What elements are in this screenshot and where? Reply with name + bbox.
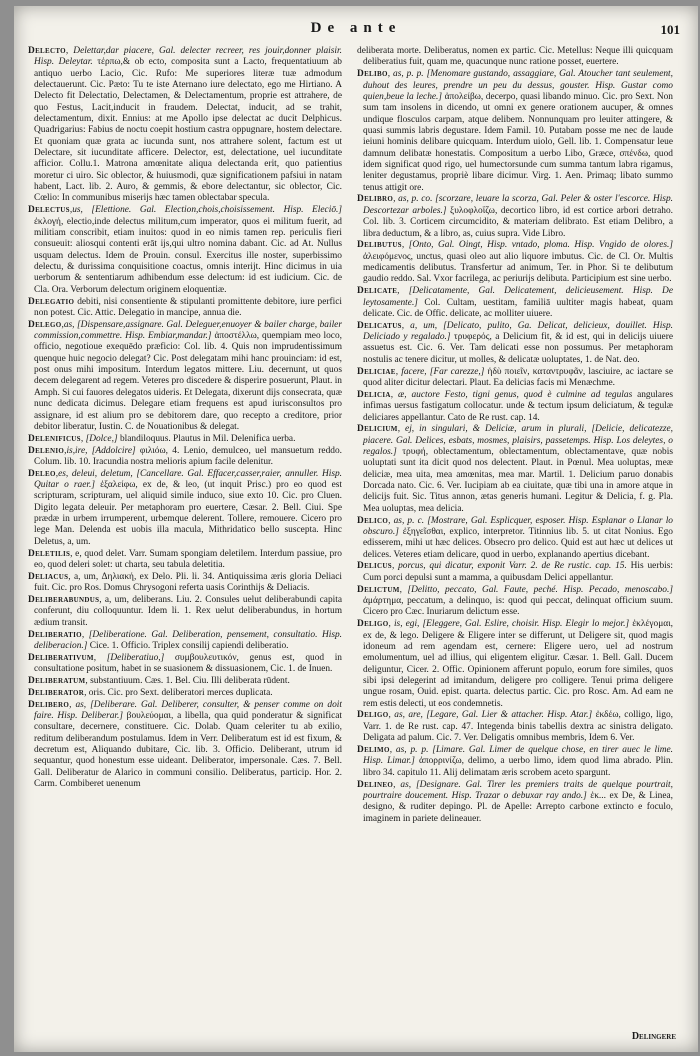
- entry-text: , a, um, Δηλιακή, ex Delo. Pli. li. 34. Antiquissima æris gloria Deliaci fuit. Cic. pro Ros. Domus Chrysogoni referta uasis Corinthijs & Deliacis.: [34, 571, 342, 594]
- entry-text: βουλεύομαι, a libella, qua quid ponderatur & significat consultare, decernere, constituere. Cic. Dolab. Quam celeriter tu ab exilio, reditum deliberandum postulamus. Idem in Verr. Deliberatum est id est fixum, & decretum est, Aliquando dubitare, Cic. lib. 3. Officio. Deliberant, utrum id sequantur, quod honestum esse uideant. Deliberator, impersonale. Cæs. 7. Bell. Gall. Deliberatur de Alarico in communi consilio. Deliberatus, particip. Hor. 2. Carm. Combiberet uenenum: [34, 710, 342, 789]
- dictionary-entry: [357, 367, 673, 390]
- entry-text: ἡδὺ ποιεῖν, καταντρυφᾶν, lasciuire, ac iactare se quod aliter dicitur delectari. Plaut. Ea delicias facis mi Menæchme.: [363, 366, 673, 388]
- entry-gloss: , ej, in singulari, & Deliciæ, arum in plurali, [Delicie, delicatezze, piacere. Gal. Delices, esbats, mosmes, plaisirs, passetemps. Hisp. Los deleytes, o regalos.]: [363, 424, 673, 458]
- entry-headword: Deligo: [357, 619, 389, 630]
- entry-gloss: , [Deliberatiuo,]: [93, 652, 165, 663]
- entry-text: Cice. 1. Officio. Triplex consilij capiendi deliberatio.: [87, 640, 289, 651]
- dictionary-entry: [28, 205, 342, 296]
- dictionary-entry: [28, 446, 342, 469]
- entry-headword: Delineo: [357, 779, 394, 790]
- entry-headword: Delicate: [357, 286, 398, 297]
- entry-gloss: , Delettar,dar piacere, Gal. delecter recreer, res jouir,donner plaisir. Hisp. Deleytar.: [34, 46, 342, 68]
- dictionary-entry: [357, 69, 673, 194]
- entry-text: ξυλοφλοΐζω, decortico libro, id est cortice arbori detraho. Col. lib. 3. Corticem circumcidito, & materiam delibrato. Est etiam Delibro, a libra deductum, & a libro, as, cuius supra. Vide Libro.: [363, 205, 673, 239]
- dictionary-entry: [357, 585, 673, 619]
- dictionary-entry: [357, 390, 673, 424]
- entry-text: συμβουλευτικόν, genus est, quod in consultatione positum, habet in se suasionem & dissuasionem, Cic. 1. de Inuen.: [34, 652, 342, 675]
- dictionary-entry: [28, 595, 342, 629]
- entry-text: Col. Cultam, uestitam, familiā uultiter magis habeat, quam delicate. Cic. de Offic. delicate, ac molliter uiuere.: [363, 297, 673, 319]
- entry-headword: Delectus: [28, 205, 70, 216]
- entry-headword: Delictum: [357, 584, 400, 595]
- entry-text: ἀλειφόμενος, unctus, quasi oleo aut alio liquore imbutus. Cic. de Cl. Or. Multis medicamentis delibutus. Transfertur ad animum, Ter. in Phor. Si te delibutum gaudio reddo. Sal. Vxor facrilega, ac periurijs delibuta. Participium est sine uerbo.: [363, 251, 673, 285]
- entry-gloss: , is, egi, [Eleggere, Gal. Eslire, choisir. Hisp. Elegir lo mejor.]: [388, 619, 630, 630]
- entry-headword: Delecto: [28, 46, 66, 56]
- entry-text: , substantiuum. Cæs. 1. Bel. Ciu. Illi deliberata rūdent.: [85, 675, 290, 686]
- page-header: [14, 20, 698, 46]
- entry-text: φιλιόω, 4. Lenio, demulceo, uel mansuetum reddo. Colum. lib. 10. Iracundia nostra melioris apium facile delenitur.: [34, 445, 342, 467]
- entry-headword: Delibero: [28, 699, 70, 710]
- entry-text: ἐξαλείφω, ex de, & leo, (ut inquit Prisc.) pro eo quod est scripturam, scripturam, uel aliquid simile induco, siue exto 10. Cic. pro Cluen. Digito legata deleuir. Per metaphoram pro euertere, Cæsar. 2. Bell. Ciui. Spe prædæ in urbem irrumperent, urbemque delerent. Tollere, remouere. Cicero pro lege Man. Delenda est uobis illa macula, Mithridatico bello suscepta. Hinc Deletus, a, um.: [34, 480, 342, 547]
- entry-headword: Deliacus: [28, 571, 69, 582]
- entry-gloss: , [Delicatamente, Gal. Delicatement, delicieusement. Hisp. De leytosamente.]: [363, 286, 673, 308]
- entry-headword: Delicium: [357, 424, 398, 435]
- entry-headword: Deliberabundus: [28, 595, 100, 605]
- entry-text: , a, um, deliberans. Liu. 2. Consules uelut deliberabundi capita conferunt, diu colloquuntur. Idem li. 1. Rex uelut deliberabundus, in hortum ædium transit.: [34, 595, 342, 628]
- entry-headword: Delibutus: [357, 240, 402, 251]
- entry-headword: Deliberatum: [28, 675, 86, 686]
- page-number: 101: [660, 22, 680, 37]
- dictionary-entry: [357, 710, 673, 744]
- dictionary-entry: [28, 700, 342, 791]
- entry-headword: Delicus: [357, 561, 392, 572]
- left-column: [28, 46, 342, 1046]
- dictionary-entry: [28, 469, 342, 548]
- entry-gloss: , as, are, [Legare, Gal. Lier & attacher. Hisp. Atar.]: [388, 710, 593, 721]
- dictionary-entry: [28, 549, 342, 572]
- dictionary-entry: [357, 46, 673, 69]
- entry-gloss: ,us, [Elettione. Gal. Election,chois,choisissement. Hisp. Eleciō.]: [69, 205, 342, 216]
- dictionary-entry: [28, 676, 342, 687]
- entry-headword: Deliberativum: [28, 652, 94, 663]
- dictionary-entry: [28, 434, 342, 445]
- entry-headword: Delimo: [357, 744, 390, 755]
- entry-text: τρυφερός, a Delicium fit, & id est, qui in delicijs uiuere assuetus est. Cic. 6. Ver. Tam delicati esse non possumus. Per metaphoram nostulis ac tenere dicitur, ut molles, & delicatæ uoluptates, 1. de Nat. deo.: [363, 332, 673, 365]
- dictionary-entry: [357, 321, 673, 366]
- entry-gloss: ,es, deleui, deletum, [Cancellare. Gal. Effacer,casser,raier, annuller. Hisp. Quitar o raer.]: [34, 468, 342, 491]
- dictionary-entry: [357, 780, 673, 825]
- entry-headword: Deliberatio: [28, 629, 82, 640]
- entry-text: ἐκδέω, colligo, ligo, Varr. 1. de Re rust. cap. 47. Integenda binis tabellis dextra ac sinistra deligato. Deligata ad palum. Cic. 7. Ver. Deligatis omnibus membris, Idem 6. Ver.: [363, 710, 673, 744]
- entry-text: blandiloquus. Plautus in Mil. Delenifica uerba.: [117, 433, 296, 444]
- dictionary-entry: [28, 630, 342, 653]
- entry-gloss: , [Dolce,]: [80, 433, 118, 444]
- entry-text: ἐκλέγομαι, ex de, & lego. Deligere & Eligere inter se differunt, ut Deligere sit, quod magis idoneum ad rem agendam est, cernere: Eligere uero, uel ad nostrum emolumentum, uel ad illius, qui eligentem eligitur. Cæsar. 1. Bell. Gall. Ducem deliguntur, Cicer. 2. Offic. Opinionem afferunt populo, eorum fore similes, quos sibi ipsi delegerint ad imitandum, deligere pro colligere. Tenui prima deligere ungue rosam, Ouid. epist. quarta. delectus partic. Cic. pro Rosc. Am. Ad eam ne rem estis delecti, ut eos condemnetis.: [363, 619, 673, 709]
- entry-headword: Delicatus: [357, 320, 402, 331]
- entry-headword: Delenio: [28, 445, 65, 456]
- dictionary-entry: [28, 320, 342, 433]
- entry-headword: Deligo: [357, 710, 389, 721]
- entry-text: ἐξηγεῖσθαι, explico, interpretor. Titinnius lib. 5. ut citat Nonius. Ego edisserem, mihi ut hæc delices. Obsecro pro delico. Quid est aut hæc ut delices ut delices. Veteres etiam delicare, quod in uerbo, explanando apertius dicebant.: [363, 526, 673, 560]
- entry-gloss: , [Deliberatione. Gal. Deliberation, pensement, consultatio. Hisp. deliberacion.]: [34, 629, 342, 651]
- entry-text: τέρπω,& ob ecto, composita sunt a Lacto, frequentatiuum ab antiquo uerbo Lacio, Cic. Rufo: Me superiores literæ tuæ admodum delectauerunt. Cic. Pæto: Tu te iste Aternano iure delectato, ego me Hirtiano. A Delecto fit Delectatio, Delectamen, & Delectamentum, proprie est attrahere, de quo Festus, Lacit,inducit in fraudem. Delectat, inducit, ad se trahit, delectamentum, dixit. Ennius: at me Apollo ipse delectat ac ducit Delphicus. Quadrigarius: Fabius de noctu coepit hostium castra oppugnare, hostem delectare. Et quoniam quæ grata ac iucunda sunt, nos attrahere solent, factum est ut Delectare, sit iucunditate afficere. Delector, est, delectatione, uel iucunditate afficior. Collu.1. Matrona amœnitate aliqua delectanda erit, quo patientius moretur ci uiro. Sic oblector, & huiusmodi, quæ significationem pafsiui in natam habent, Lact. lib. 2. Auro, & gemmis, & ebore delectantur, sic oblector, Cic. Cœlio: In communibus miserijs hæc tamen oblectabar specula.: [34, 57, 342, 204]
- entry-text: , oris. Cic. pro Sext. deliberatori merces duplicata.: [84, 687, 273, 698]
- entry-text: ἀπολείβω, decerpo, quasi libando minuo. Cic. pro Sext. Non sum tam insolens in dicendo, ut omni ex genere orationem aucuper, & omnes undique flosculos carpam, atque delibem. Nonnunquam pro leuiter attingere, & quasi summis labris degustare. Idem Famil. 10. Putabam posse me nec de laude ieiuni hominis delibare quicquam. Interdum uiolo, Gell. lib. 1. Compensatur leue damnum delibatæ honestatis. Compositum a uerbo Libo, Græce, σπένδω, quod idem significat quod rigo, uel humectorsunde cum summa tantum labra rigamus, leniter degustamus, propriè libare dicimur. Virg. 1. Aen. Primaq; libato summo tenus attigit ore.: [363, 91, 673, 193]
- dictionary-entry: [28, 688, 342, 699]
- entry-text: , e, quod delet. Varr. Sumam spongiam deletilem. Interdum passiue, pro eo, quod deleri solet: ut charta, seu tabula deletitia.: [34, 548, 342, 570]
- dictionary-entry: [28, 46, 342, 205]
- entry-text: deliberata morte. Deliberatus, nomen ex partic. Cic. Metellus: Neque illi quicquam deliberatius fuit, quam me, quacunque nunc ratione posset, euertere.: [357, 46, 673, 68]
- entry-gloss: , as, p. p. [Menomare gustando, assaggiare, Gal. Atoucher tant seulement, duhout des leures, prendre un peu du dessus, gouster. Hisp. Gustar como quien,beue la leche.]: [363, 69, 673, 102]
- entry-gloss: ,is,ire, [Addolcire]: [64, 445, 136, 456]
- entry-headword: Deleo: [28, 468, 56, 479]
- entry-headword: Delenificus: [28, 433, 81, 444]
- dictionary-entry: [357, 516, 673, 561]
- entry-headword: Delico: [357, 515, 389, 526]
- dictionary-entry: [357, 619, 673, 710]
- entry-headword: Delibo: [357, 69, 388, 80]
- entry-gloss: , as, p. co. [scorzare, leuare la scorza, Gal. Peler & oster l'escorce. Hisp. Descortezar arboles.]: [363, 194, 673, 216]
- entry-text: ἐκ... ex De, & Linea, designo, & ruditer depingo. Pl. de Apelle: Arrepto carbone extincto e foculo, imaginem in pariete delineauer.: [363, 790, 673, 824]
- entry-headword: Delego: [28, 319, 62, 330]
- entry-text: angulares infimas uersus fastigatum collocatur. unde & tectum ipsum deliciatum, & tegulæ deliciares appellantur. Cato de Re rust. cap. 14.: [363, 389, 673, 423]
- entry-text: debiti, nisi consentiente & stipulanti promittente debitore, iure perfici non potest. Cic. Attic. Delegatio in mancipe, annua die.: [34, 296, 342, 318]
- entry-text: ἀπορρινίζω, delimo, a uerbo limo, idem quod lima abrado. Plin. libro 34. capitulo 11. Alij delimatam æris scrobem aceto spargunt.: [363, 756, 673, 778]
- dictionary-entry: [357, 286, 673, 320]
- entry-headword: Delibro: [357, 194, 394, 205]
- entry-gloss: , a, um, [Delicato, pulito, Ga. Delicat, delicieux, douillet. Hisp. Deliciado y regalado.]: [363, 320, 673, 343]
- entry-gloss: , as, p. p. [Limare. Gal. Limer de quelque chose, en tirer auec le lime. Hisp. Limar.]: [363, 744, 673, 767]
- entry-gloss: , [Delitto, peccato, Gal. Faute, peché. Hisp. Pecado, menoscabo.]: [399, 584, 673, 595]
- dictionary-entry: [357, 194, 673, 239]
- dictionary-entry: [357, 561, 673, 584]
- entry-headword: Deletilis: [28, 548, 71, 559]
- entry-text: τρυφή, oblectamentum, oblectamentum, oblectamentave, quæ nobis uoluptati sunt ita dicit quod nos delectent. Plaut. in Pœnul. Mea uoluptas, meæ deliciæ, mea uita, mea amœnitas, mea mar. Martil. 1. Delicium paruo donabis Dorcada nato. Cic. 6. Ver. Iucipiam ab ea ciuitate, quæ tibi una in amore atque in delicijs fuit. Sic. Titus annon, ætas generis humani. Legitur & Delicia, f. g. Pla. Mea uoluptas, mea delicia.: [363, 447, 673, 514]
- dictionary-entry: [357, 745, 673, 779]
- entry-text: ἁμάρτημα, peccatum, a delinquo, is: quod qui peccat, delinquat officium suum. Cicero pro Cæc. Inuriarum delictum esse.: [363, 596, 673, 618]
- dictionary-entry: [28, 653, 342, 676]
- entry-text: ἐκλογή, electio,inde delectus militum,cum imperator, quos ei militum fuerit, ad militiam conscribit, etiam inuitos: quod in eo nimis tamen rep. periculis fieri consueuit: aliosqui contenti erāt ijs,qui ultro nomina dabant. Cic. ad At. Nullus usquam delectus. Idem de Prouin. consul. Exercitus ille noster, superbissimo delectu, & durissima conquisitione coactus, omnis interijt. Hinc dicimus in uia uerborum & sententiarum adhibendum esse delectum: id est iudicium. Cic. de Cla. Ora. Verborum delectum originem eloquentiæ.: [34, 216, 342, 295]
- dictionary-entry: [357, 240, 673, 285]
- entry-gloss: , as, [Designare. Gal. Tirer les premiers traits de quelque pourtrait, pourtraire doucement. Hisp. Trazar o debuxar ray ando.]: [363, 779, 673, 801]
- entry-gloss: , æ, auctore Festo, tigni genus, quod è culmine ad tegulas: [390, 389, 633, 400]
- dictionary-entry: [28, 297, 342, 320]
- entry-headword: Delegatio: [28, 296, 75, 307]
- dictionary-entry: [28, 572, 342, 595]
- right-column: [357, 46, 673, 1046]
- catchword: Delingere: [631, 1031, 676, 1042]
- entry-text: His uerbis: Cum porci depulsi sunt a mamma, a quibusdam Delici appellantur.: [363, 561, 673, 583]
- entry-gloss: , as, [Deliberare. Gal. Deliberer, consulter, & penser comme on doit faire. Hisp. Deliberar.]: [34, 699, 342, 721]
- page: [14, 6, 698, 1052]
- running-head: De ante: [310, 20, 402, 36]
- entry-gloss: , facere, [Far carezze,]: [395, 366, 485, 377]
- entry-headword: Deliberator: [28, 687, 85, 698]
- entry-gloss: ,as, [Dispensare,assignare. Gal. Deleguer,enuoyer & bailer charge, bailer commission,commettre. Hisp. Embiar,mandar.]: [34, 319, 342, 342]
- entry-text: ἀποστέλλω, quempiam meo loco, officio, negotioue exequēdo præficio: Col. lib. 4. Quis non imprudentissimum quenque huic negocio delegat? Cic. Post delegatam mihi hanc prouinciam: id est, post onus mihi impositum. Interdum legatos mittere. Liu. decernunt, ut quos decem delegarent ad regem. Veteres pro discedere & disperire posuerunt, Plaut. in Amph. Si cui fauores delegatos uideris. Et Delegata, dixerunt dijs consecrata, quæ nunc dedicata dicimus. Delegare etiam frequens est apud iurisconsultos pro assignare, id est alium pro se debitorem dare, quo recepto a creditore, prior debitor liberatur, Iustin. C. de Nouationibus & delegat.: [34, 331, 342, 432]
- entry-gloss: , [Onto, Gal. Oingt, Hisp. vntado, ploma. Hisp. Vngido de olores.]: [401, 240, 673, 251]
- entry-gloss: , porcus, qui dicatur, exponit Varr. 2. de Re rustic. cap. 15.: [391, 561, 627, 572]
- entry-headword: Deliciae: [357, 366, 396, 377]
- entry-headword: Delicia: [357, 389, 391, 400]
- entry-gloss: , as, p. c. [Mostrare, Gal. Esplicquer, esposer. Hisp. Esplanar o Llanar lo obscuro.]: [363, 515, 673, 537]
- dictionary-entry: [357, 424, 673, 515]
